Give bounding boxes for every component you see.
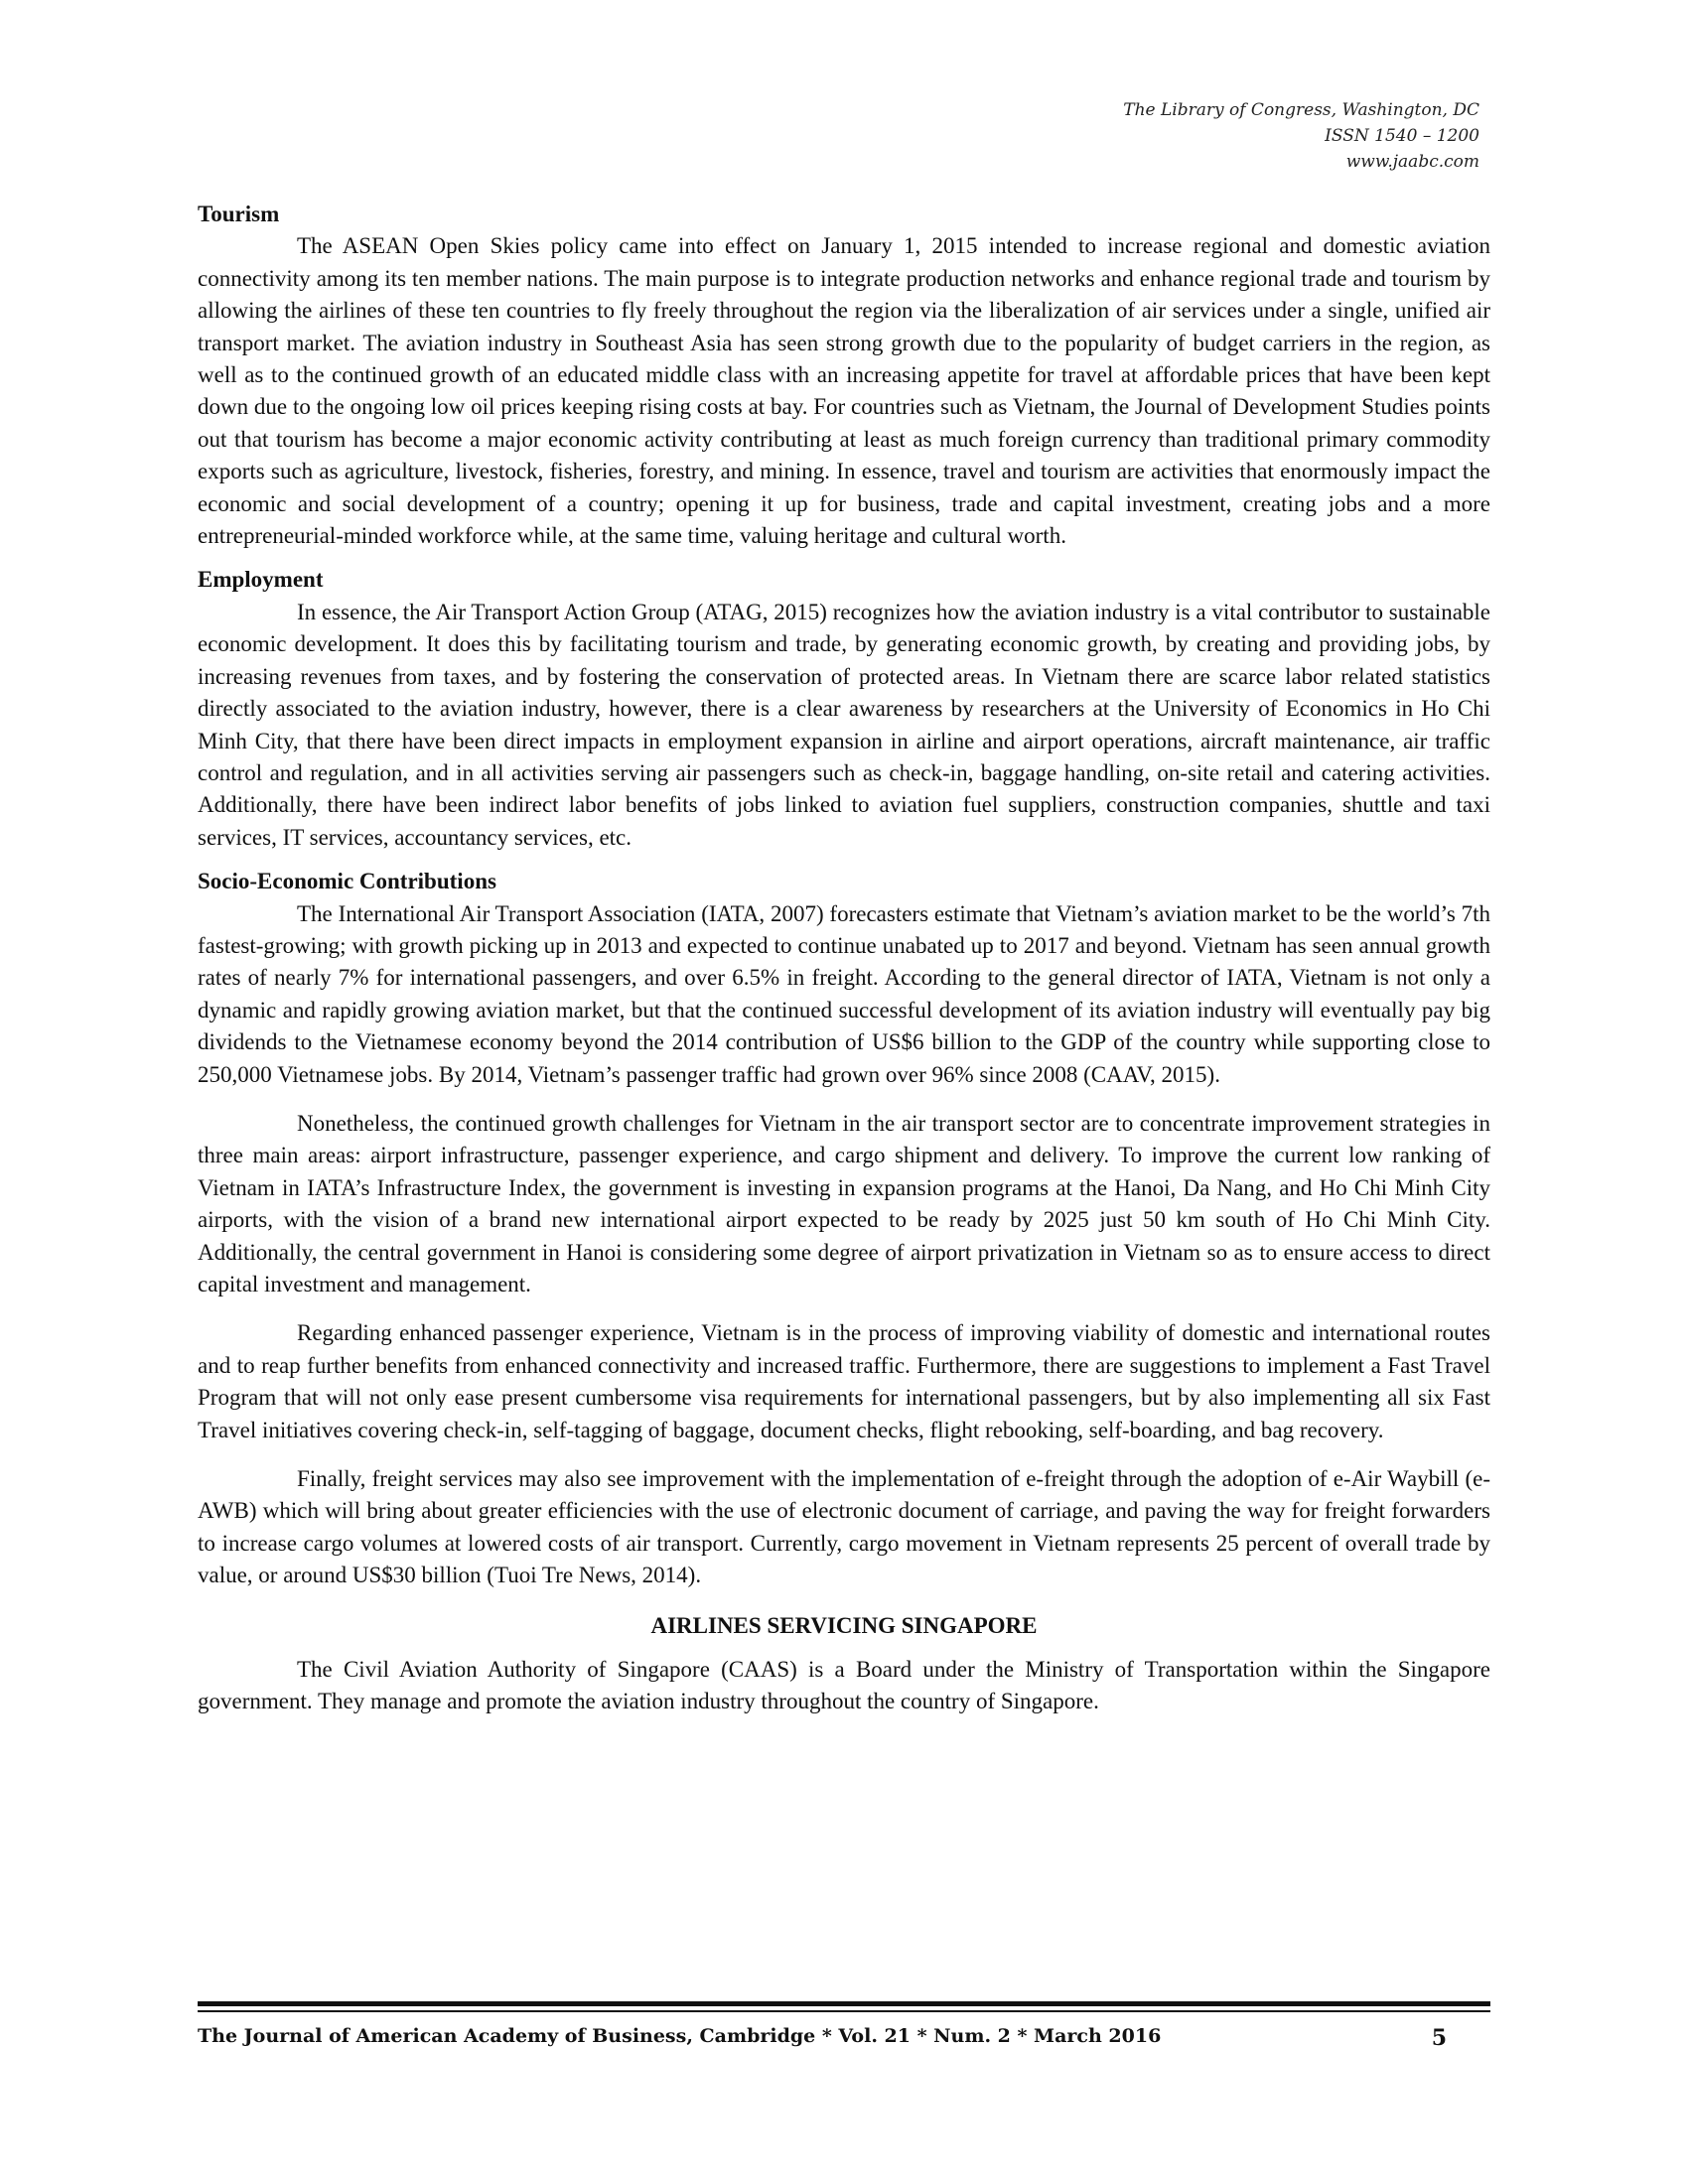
running-header: [1123, 97, 1479, 175]
paragraph-singapore: The Civil Aviation Authority of Singapore (CAAS) is a Board under the Ministry of Transportation within the Singapore government. They manage and promote the aviation industry throughout the country of Singapore.: [198, 1657, 1490, 1714]
footer-journal-citation: The Journal of American Academy of Business, Cambridge * Vol. 21 * Num. 2 * March 2016: [198, 2025, 1162, 2047]
paragraph-socio-economic-1: The International Air Transport Association (IATA, 2007) forecasters estimate that Vietnam’s aviation market to be the world’s 7th fastest-growing; with growth picking up in 2013 and expected to continue unabated up to 2017 and beyond. Vietnam has seen annual growth rates of nearly 7% for international passengers, and over 6.5% in freight. According to the general director of IATA, Vietnam is not only a dynamic and rapidly growing aviation market, but that the continued successful development of its aviation industry will eventually pay big dividends to the Vietnamese economy beyond the 2014 contribution of US$6 billion to the GDP of the country while supporting close to 250,000 Vietnamese jobs. By 2014, Vietnam’s passenger traffic had grown over 96% since 2008 (CAAV, 2015).: [198, 900, 1490, 1087]
heading-socio-economic: Socio-Economic Contributions: [198, 869, 496, 894]
header-website: www.jaabc.com: [1345, 152, 1479, 172]
header-library: The Library of Congress, Washington, DC: [1123, 100, 1479, 120]
paragraph-socio-economic-3: Regarding enhanced passenger experience, Vietnam is in the process of improving viability of domestic and international routes and to reap further benefits from enhanced connectivity and increased traffic. Furthermore, there are suggestions to implement a Fast Travel Program that will not only ease present cumbersome visa requirements for international passengers, but by also implementing all six Fast Travel initiatives covering check-in, self-tagging of baggage, document checks, flight rebooking, self-boarding, and bag recovery.: [198, 1320, 1490, 1442]
article-body: [198, 199, 1490, 1718]
page-number: 5: [1431, 2025, 1447, 2051]
paragraph-socio-economic-2: Nonetheless, the continued growth challenges for Vietnam in the air transport sector are to concentrate improvement strategies in three main areas: airport infrastructure, passenger experience, and cargo shipment and delivery. To improve the current low ranking of Vietnam in IATA’s Infrastructure Index, the government is investing in expansion programs at the Hanoi, Da Nang, and Ho Chi Minh City airports, with the vision of a brand new international airport expected to be ready by 2025 just 50 km south of Ho Chi Minh City. Additionally, the central government in Hanoi is considering some degree of airport privatization in Vietnam so as to ensure access to direct capital investment and management.: [198, 1110, 1490, 1297]
footer-rule-thin: [198, 2010, 1490, 2012]
heading-airlines-singapore: AIRLINES SERVICING SINGAPORE: [650, 1612, 1038, 1638]
heading-tourism: Tourism: [198, 202, 280, 226]
paragraph-tourism: The ASEAN Open Skies policy came into effect on January 1, 2015 intended to increase regional and domestic aviation connectivity among its ten member nations. The main purpose is to integrate production networks and enhance regional trade and tourism by allowing the airlines of these ten countries to fly freely throughout the region via the liberalization of air services under a single, unified air transport market. The aviation industry in Southeast Asia has seen strong growth due to the popularity of budget carriers in the region, as well as to the continued growth of an educated middle class with an increasing appetite for travel at affordable prices that have been kept down due to the ongoing low oil prices keeping rising costs at bay. For countries such as Vietnam, the Journal of Development Studies points out that tourism has become a major economic activity contributing at least as much foreign currency than traditional primary commodity exports such as agriculture, livestock, fisheries, forestry, and mining. In essence, travel and tourism are activities that enormously impact the economic and social development of a country; opening it up for business, trade and capital investment, creating jobs and a more entrepreneurial-minded workforce while, at the same time, valuing heritage and cultural worth.: [198, 233, 1490, 549]
footer-rule-thick: [198, 2001, 1490, 2006]
header-issn: ISSN 1540 – 1200: [1325, 126, 1479, 146]
heading-employment: Employment: [198, 567, 324, 593]
paragraph-employment: In essence, the Air Transport Action Group (ATAG, 2015) recognizes how the aviation industry is a vital contributor to sustainable economic development. It does this by facilitating tourism and trade, by generating economic growth, by creating and providing jobs, by increasing revenues from taxes, and by fostering the conservation of protected areas. In Vietnam there are scarce labor related statistics directly associated to the aviation industry, however, there is a clear awareness by researchers at the University of Economics in Ho Chi Minh City, that there have been direct impacts in employment expansion in airline and airport operations, aircraft maintenance, air traffic control and regulation, and in all activities serving air passengers such as check-in, baggage handling, on-site retail and catering activities. Additionally, there have been indirect labor benefits of jobs linked to aviation fuel suppliers, construction companies, shuttle and taxi services, IT services, accountancy services, etc.: [198, 599, 1490, 850]
paragraph-socio-economic-4: Finally, freight services may also see improvement with the implementation of e-freight through the adoption of e-Air Waybill (e-AWB) which will bring about greater efficiencies with the use of electronic document of carriage, and paving the way for freight forwarders to increase cargo volumes at lowered costs of air transport. Currently, cargo movement in Vietnam represents 25 percent of overall trade by value, or around US$30 billion (Tuoi Tre News, 2014).: [198, 1466, 1490, 1588]
